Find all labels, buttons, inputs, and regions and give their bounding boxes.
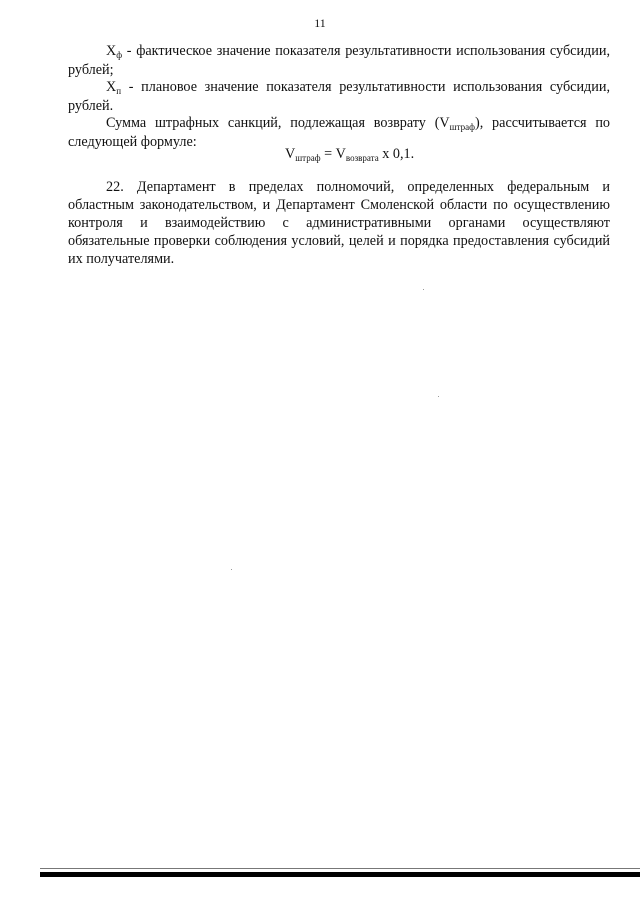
formula-v2: V: [335, 146, 346, 162]
scan-speck: [231, 569, 232, 570]
scan-speck: [438, 396, 439, 397]
subscript-f: ф: [116, 50, 123, 60]
clause-22-paragraph: 22. Департамент в пределах полномочий, определенных федеральным и областным законодательством, и Департамент Смоленской области по осуществлению контроля и взаимодействию с административными органами осуществляют обязательные проверки соблюдения условий, целей и порядка предоставления субсидий их получателями.: [68, 179, 610, 267]
symbol-x: Х: [106, 43, 117, 59]
scan-bottom-bar: [40, 872, 640, 877]
definition-planned-text: - плановое значение показателя результативности использования субсидии, рублей.: [68, 79, 610, 114]
formula-v1: V: [285, 146, 296, 162]
penalty-formula: [285, 145, 414, 164]
formula-sub1: штраф: [295, 153, 321, 163]
definition-actual-value: [68, 42, 610, 79]
scan-speck: [423, 289, 424, 290]
page-number: 11: [314, 16, 326, 30]
formula-rest: х 0,1.: [378, 146, 415, 162]
formula-sub2: возврата: [345, 153, 379, 163]
symbol-x: Х: [106, 79, 117, 95]
subscript-p: п: [116, 86, 122, 96]
formula-equals: =: [320, 146, 336, 162]
penalty-text-before: Сумма штрафных санкций, подлежащая возврату (V: [106, 115, 450, 131]
scan-edge-line: [40, 868, 640, 869]
definition-planned-value: [68, 78, 610, 115]
penalty-subscript: штраф: [449, 122, 475, 132]
definition-actual-text: - фактическое значение показателя результативности использования субсидии, рублей;: [68, 43, 610, 78]
penalty-text-after: ), рассчитывается по следующей формуле:: [68, 115, 611, 150]
